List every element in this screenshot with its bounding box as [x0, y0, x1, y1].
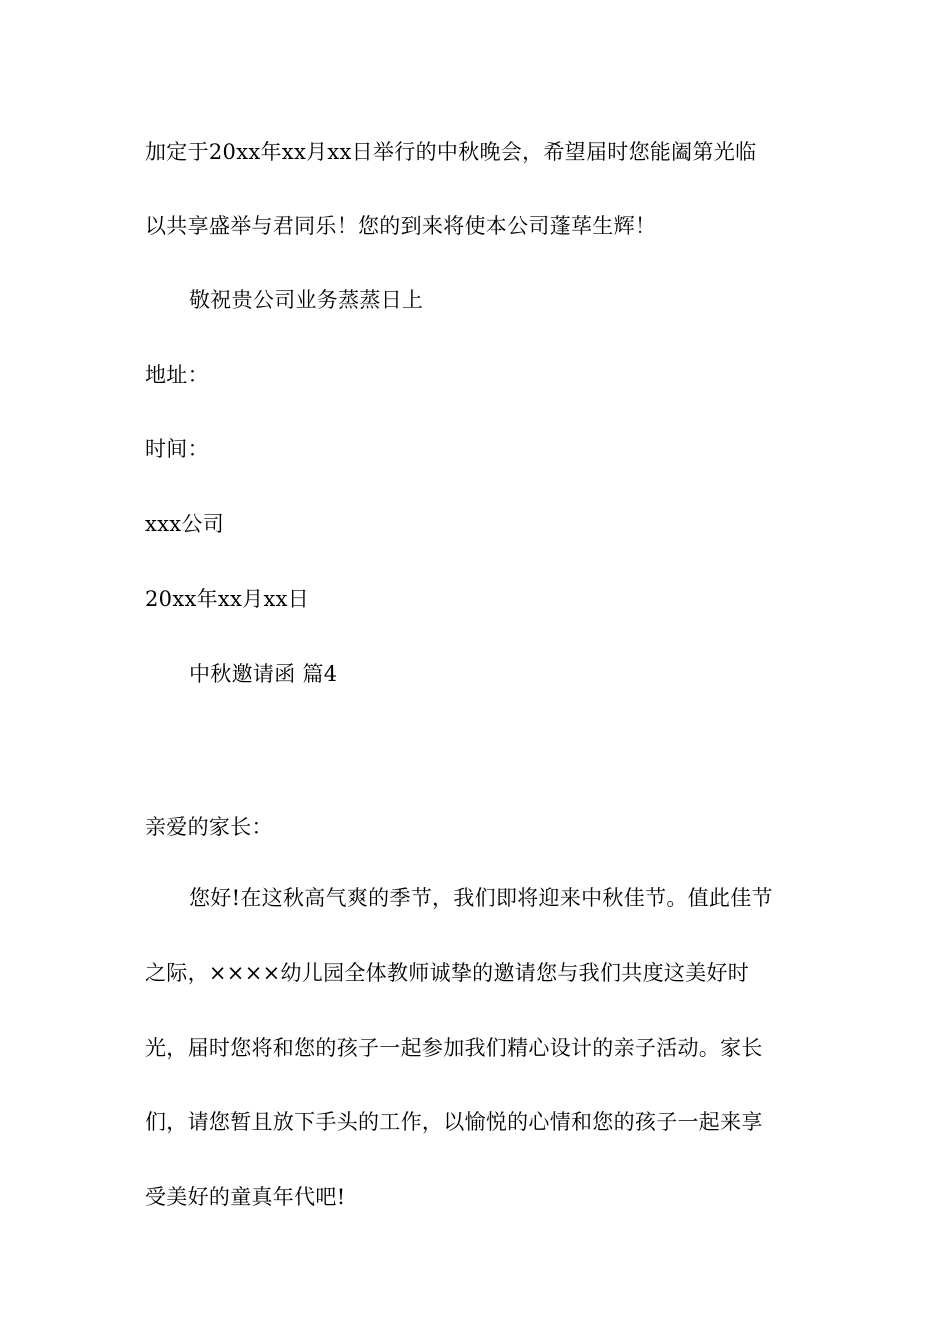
letter-body-line-5: 受美好的童真年代吧!	[145, 1185, 346, 1209]
letter-body-line-4: 们，请您暂且放下手头的工作，以愉悦的心情和您的孩子一起来享	[145, 1110, 763, 1134]
section-heading: 中秋邀请函 篇4	[189, 662, 338, 686]
signature-date: 20xx年xx月xx日	[145, 587, 310, 611]
salutation: 亲爱的家长：	[145, 815, 273, 839]
address-label: 地址：	[145, 363, 209, 387]
invitation-body-line-1: 加定于20xx年xx月xx日举行的中秋晚会，希望届时您能阖第光临	[145, 140, 757, 164]
letter-body-line-2: 之际，××××幼儿园全体教师诚挚的邀请您与我们共度这美好时	[145, 961, 750, 985]
closing-wish: 敬祝贵公司业务蒸蒸日上	[189, 288, 424, 312]
time-label: 时间：	[145, 437, 209, 461]
invitation-body-line-2: 以共享盛举与君同乐！您的到来将使本公司蓬荜生辉！	[145, 214, 657, 238]
company-signature: xxx公司	[145, 512, 225, 536]
letter-body-line-3: 光，届时您将和您的孩子一起参加我们精心设计的亲子活动。家长	[145, 1036, 763, 1060]
letter-body-line-1: 您好!在这秋高气爽的季节，我们即将迎来中秋佳节。值此佳节	[189, 886, 773, 910]
